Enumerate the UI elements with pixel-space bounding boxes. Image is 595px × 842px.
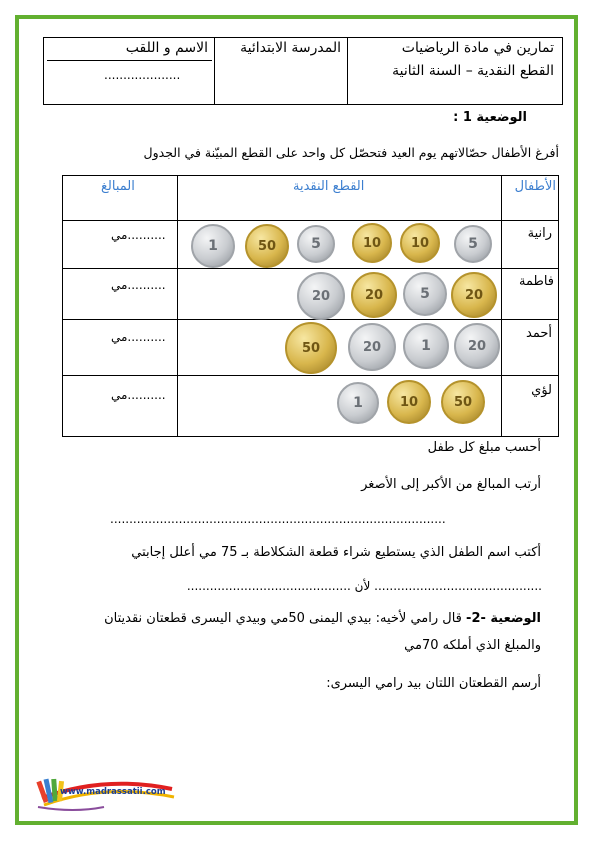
coin-10-icon: 10 — [400, 223, 440, 263]
school-label: المدرسة الابتدائية — [240, 40, 341, 56]
child-name: فاطمة — [518, 274, 554, 289]
coin-1-icon: 1 — [337, 382, 379, 424]
table-row-divider — [63, 220, 558, 221]
amount-blank: ..........مي — [111, 330, 166, 344]
coin-10-icon: 10 — [387, 380, 431, 424]
coin-10-icon: 10 — [352, 223, 392, 263]
situation2-title: الوضعية -2- — [466, 611, 541, 626]
madrassatii-logo — [34, 763, 184, 823]
coin-20-icon: 20 — [454, 323, 500, 369]
coin-1-icon: 1 — [191, 224, 235, 268]
situation1-instruction: أفرغ الأطفال حصّالاتهم يوم العيد فتحصّل كل واحد على القطع المبيّنة في الجدول — [143, 145, 559, 160]
task-calculate: أحسب مبلغ كل طفل — [427, 440, 541, 455]
amount-blank: ..........مي — [111, 278, 166, 292]
situation2-text1: قال رامي لأخيه: بيدي اليمنى 50مي وبيدي اليسرى قطعتان نقديتان — [104, 611, 462, 626]
header-title-line1: تمارين في مادة الرياضيات — [401, 40, 554, 56]
coin-50-icon: 50 — [285, 322, 337, 374]
table-row-divider — [63, 319, 558, 320]
situation1-title: الوضعية 1 : — [453, 110, 527, 125]
header-divider — [214, 38, 215, 104]
header-title-line2: القطع النقدية – السنة الثانية — [392, 63, 554, 79]
coin-20-icon: 20 — [351, 272, 397, 318]
coin-5-icon: 5 — [454, 225, 492, 263]
col-header-coins: القطع النقدية — [293, 179, 365, 194]
answer-line-chocolate: ............................................ لأن ........................................... — [186, 579, 542, 593]
name-label: الاسم و اللقب — [125, 40, 208, 56]
coin-20-icon: 20 — [348, 323, 396, 371]
header-table — [43, 37, 563, 105]
coin-5-icon: 5 — [297, 225, 335, 263]
answer-line-order: ........................................................................................ — [110, 512, 446, 526]
coins-table — [62, 175, 559, 437]
name-dots: .................... — [104, 68, 181, 82]
coin-50-icon: 50 — [441, 380, 485, 424]
coin-5-icon: 5 — [403, 272, 447, 316]
amount-blank: ..........مي — [111, 228, 166, 242]
child-name: أحمد — [526, 326, 552, 341]
table-col-divider — [177, 176, 178, 436]
coin-50-icon: 50 — [245, 224, 289, 268]
table-col-divider — [501, 176, 502, 436]
amount-blank: ..........مي — [111, 388, 166, 402]
task-chocolate: أكتب اسم الطفل الذي يستطيع شراء قطعة الشكلاطة بـ 75 مي أعلل إجابتي — [131, 545, 541, 560]
logo-url: www.madrassatii.com — [60, 787, 166, 797]
col-header-children: الأطفال — [514, 179, 556, 194]
name-underline — [47, 60, 212, 61]
task-order: أرتب المبالغ من الأكبر إلى الأصغر — [361, 477, 541, 492]
table-row-divider — [63, 268, 558, 269]
situation2-task: أرسم القطعتان اللتان بيد رامي اليسرى: — [326, 676, 541, 691]
coin-1-icon: 1 — [403, 323, 449, 369]
table-row-divider — [63, 375, 558, 376]
situation2-line1 — [41, 611, 541, 626]
col-header-amounts: المبالغ — [101, 179, 135, 194]
situation2-text2: والمبلغ الذي أملكه 70مي — [404, 638, 541, 653]
child-name: رانية — [527, 226, 552, 241]
child-name: لؤي — [531, 383, 552, 398]
coin-20-icon: 20 — [451, 272, 497, 318]
coin-20-icon: 20 — [297, 272, 345, 320]
